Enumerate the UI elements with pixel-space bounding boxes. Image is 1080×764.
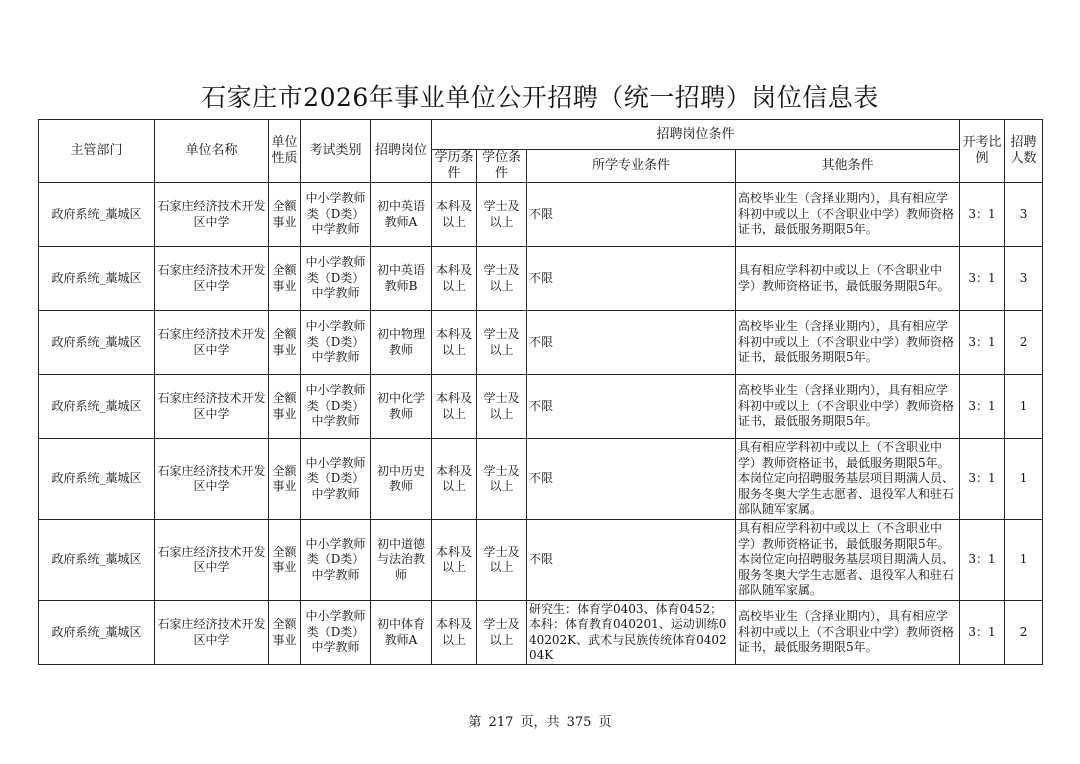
table-row (39, 601, 1043, 665)
cell-major: 不限 (527, 439, 736, 520)
cell-post: 初中道德与法治教师 (371, 520, 432, 601)
cell-post: 初中体育教师A (371, 601, 432, 665)
cell-post: 初中英语教师A (371, 183, 432, 247)
cell-count: 1 (1005, 520, 1043, 601)
cell-nature: 全额事业 (269, 311, 301, 375)
cell-dept: 政府系统_藁城区 (39, 601, 155, 665)
header-other: 其他条件 (736, 150, 960, 183)
table-row (39, 375, 1043, 439)
cell-nature: 全额事业 (269, 439, 301, 520)
cell-dept: 政府系统_藁城区 (39, 439, 155, 520)
table-row (39, 520, 1043, 601)
cell-major: 不限 (527, 247, 736, 311)
cell-nature: 全额事业 (269, 183, 301, 247)
cell-unit: 石家庄经济技术开发区中学 (155, 375, 269, 439)
cell-exam: 中小学教师类（D类）中学教师 (301, 183, 371, 247)
cell-major: 不限 (527, 520, 736, 601)
header-exam: 考试类别 (301, 120, 371, 183)
cell-degree: 学士及以上 (477, 601, 527, 665)
cell-unit: 石家庄经济技术开发区中学 (155, 520, 269, 601)
cell-unit: 石家庄经济技术开发区中学 (155, 439, 269, 520)
cell-major: 不限 (527, 311, 736, 375)
header-dept: 主管部门 (39, 120, 155, 183)
table-row (39, 183, 1043, 247)
cell-dept: 政府系统_藁城区 (39, 247, 155, 311)
table-row (39, 439, 1043, 520)
cell-ratio: 3：1 (960, 375, 1005, 439)
cell-other: 具有相应学科初中或以上（不含职业中学）教师资格证书，最低服务期限5年。本岗位定向招聘服务基层项目期满人员、服务冬奥大学生志愿者、退役军人和驻石部队随军家属。 (736, 439, 960, 520)
cell-nature: 全额事业 (269, 375, 301, 439)
cell-dept: 政府系统_藁城区 (39, 183, 155, 247)
cell-major: 研究生：体育学0403、体育0452；本科：体育教育040201、运动训练040202K、武术与民族传统体育040204K (527, 601, 736, 665)
cell-exam: 中小学教师类（D类）中学教师 (301, 439, 371, 520)
cell-ratio: 3：1 (960, 520, 1005, 601)
page-footer: 第 217 页，共 375 页 (468, 715, 612, 730)
cell-count: 1 (1005, 439, 1043, 520)
cell-exam: 中小学教师类（D类）中学教师 (301, 311, 371, 375)
cell-edu: 本科及以上 (432, 601, 477, 665)
cell-count: 2 (1005, 601, 1043, 665)
cell-exam: 中小学教师类（D类）中学教师 (301, 601, 371, 665)
cell-degree: 学士及以上 (477, 375, 527, 439)
header-conditions: 招聘岗位条件 (432, 120, 960, 150)
cell-edu: 本科及以上 (432, 439, 477, 520)
cell-count: 2 (1005, 311, 1043, 375)
cell-dept: 政府系统_藁城区 (39, 520, 155, 601)
cell-major: 不限 (527, 183, 736, 247)
cell-edu: 本科及以上 (432, 520, 477, 601)
cell-post: 初中英语教师B (371, 247, 432, 311)
header-ratio: 开考比例 (960, 120, 1005, 183)
header-major: 所学专业条件 (527, 150, 736, 183)
cell-unit: 石家庄经济技术开发区中学 (155, 601, 269, 665)
cell-degree: 学士及以上 (477, 439, 527, 520)
cell-exam: 中小学教师类（D类）中学教师 (301, 520, 371, 601)
cell-degree: 学士及以上 (477, 311, 527, 375)
cell-ratio: 3：1 (960, 311, 1005, 375)
cell-other: 高校毕业生（含择业期内），具有相应学科初中或以上（不含职业中学）教师资格证书，最低服务期限5年。 (736, 183, 960, 247)
cell-count: 3 (1005, 183, 1043, 247)
cell-post: 初中物理教师 (371, 311, 432, 375)
cell-dept: 政府系统_藁城区 (39, 375, 155, 439)
cell-dept: 政府系统_藁城区 (39, 311, 155, 375)
cell-nature: 全额事业 (269, 247, 301, 311)
cell-other: 高校毕业生（含择业期内），具有相应学科初中或以上（不含职业中学）教师资格证书，最低服务期限5年。 (736, 375, 960, 439)
cell-degree: 学士及以上 (477, 520, 527, 601)
cell-unit: 石家庄经济技术开发区中学 (155, 183, 269, 247)
cell-count: 1 (1005, 375, 1043, 439)
cell-ratio: 3：1 (960, 183, 1005, 247)
cell-edu: 本科及以上 (432, 375, 477, 439)
header-unit: 单位名称 (155, 120, 269, 183)
cell-exam: 中小学教师类（D类）中学教师 (301, 375, 371, 439)
document-title: 石家庄市2026年事业单位公开招聘（统一招聘）岗位信息表 (201, 83, 879, 112)
header-count: 招聘人数 (1005, 120, 1043, 183)
header-edu: 学历条件 (432, 150, 477, 183)
table-row (39, 311, 1043, 375)
cell-degree: 学士及以上 (477, 183, 527, 247)
cell-major: 不限 (527, 375, 736, 439)
cell-unit: 石家庄经济技术开发区中学 (155, 247, 269, 311)
cell-post: 初中历史教师 (371, 439, 432, 520)
cell-other: 高校毕业生（含择业期内），具有相应学科初中或以上（不含职业中学）教师资格证书，最低服务期限5年。 (736, 311, 960, 375)
table-row (39, 247, 1043, 311)
cell-ratio: 3：1 (960, 601, 1005, 665)
cell-nature: 全额事业 (269, 520, 301, 601)
cell-edu: 本科及以上 (432, 247, 477, 311)
header-degree: 学位条件 (477, 150, 527, 183)
cell-other: 具有相应学科初中或以上（不含职业中学）教师资格证书，最低服务期限5年。 (736, 247, 960, 311)
cell-edu: 本科及以上 (432, 311, 477, 375)
header-nature: 单位性质 (269, 120, 301, 183)
cell-count: 3 (1005, 247, 1043, 311)
cell-ratio: 3：1 (960, 247, 1005, 311)
cell-other: 高校毕业生（含择业期内），具有相应学科初中或以上（不含职业中学）教师资格证书，最低服务期限5年。 (736, 601, 960, 665)
cell-edu: 本科及以上 (432, 183, 477, 247)
cell-other: 具有相应学科初中或以上（不含职业中学）教师资格证书，最低服务期限5年。本岗位定向招聘服务基层项目期满人员、服务冬奥大学生志愿者、退役军人和驻石部队随军家属。 (736, 520, 960, 601)
cell-post: 初中化学教师 (371, 375, 432, 439)
cell-unit: 石家庄经济技术开发区中学 (155, 311, 269, 375)
cell-nature: 全额事业 (269, 601, 301, 665)
cell-exam: 中小学教师类（D类）中学教师 (301, 247, 371, 311)
recruitment-table (38, 119, 1043, 665)
cell-degree: 学士及以上 (477, 247, 527, 311)
header-post: 招聘岗位 (371, 120, 432, 183)
cell-ratio: 3：1 (960, 439, 1005, 520)
